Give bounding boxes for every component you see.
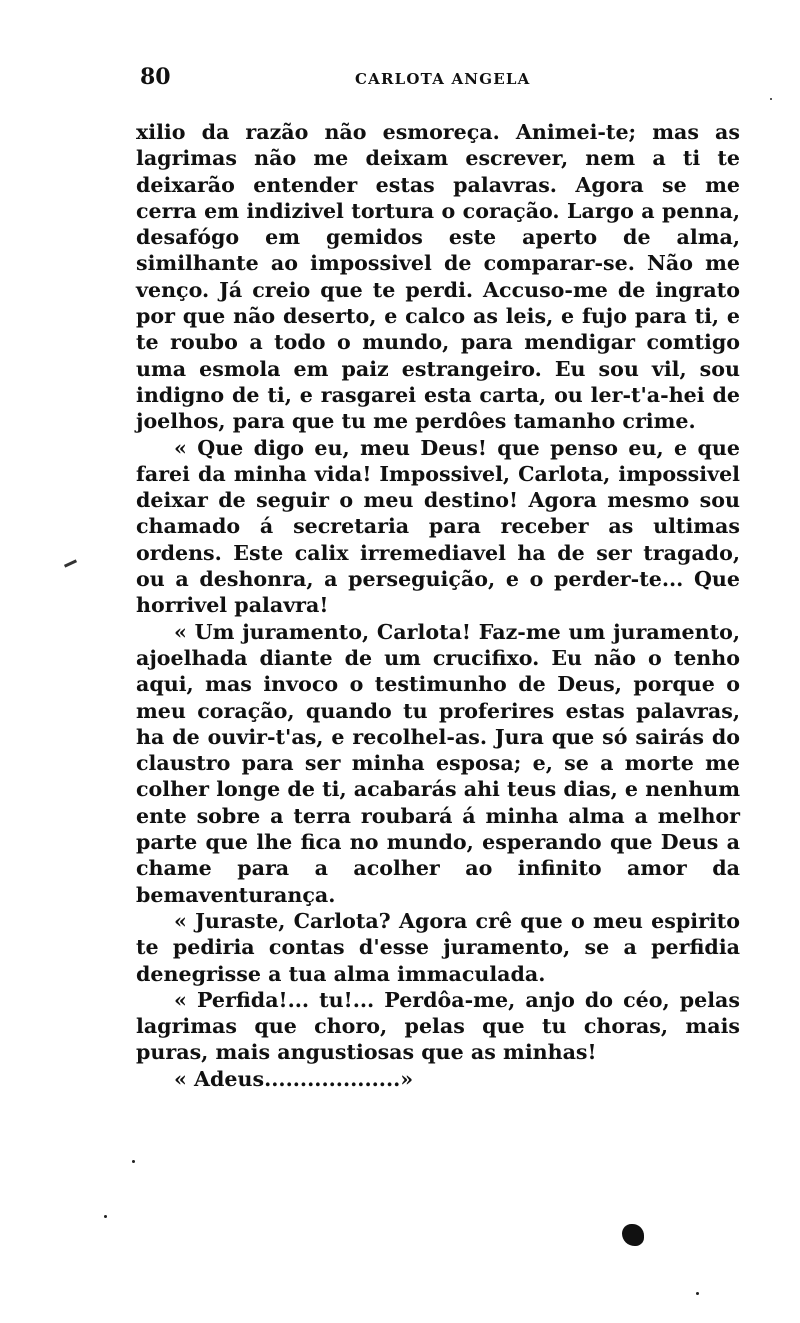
ink-speck	[104, 1215, 107, 1218]
ink-blot	[622, 1224, 644, 1246]
ink-speck	[132, 1160, 135, 1163]
ink-speck	[696, 1292, 699, 1295]
page-number: 80	[140, 64, 171, 90]
running-title: CARLOTA ANGELA	[355, 70, 531, 88]
paragraph: « Que digo eu, meu Deus! que penso eu, e que farei da minha vida! Impossivel, Carlota, impossivel deixar de seguir o meu destino! Agora mesmo sou chamado á secretaria para receber as ultimas ordens. Este calix irremediavel ha de ser tragado, ou a deshonra, a perseguição, e o perder-te... Que horrivel palavra!	[136, 435, 740, 618]
margin-mark	[64, 559, 77, 567]
paragraph-continuation: xilio da razão não esmoreça. Animei-te; mas as lagrimas não me deixam escrever, nem a ti te deixarão entender estas palavras. Agora se me cerra em indizivel tortura o coração. Largo a penna, desafógo em gemidos este aperto de alma, similhante ao impossivel de comparar-se. Não me venço. Já creio que te perdi. Accuso-me de ingrato por que não deserto, e calco as leis, e fujo para ti, e te roubo a todo o mundo, para mendigar comtigo uma esmola em paiz estrangeiro. Eu sou vil, sou indigno de ti, e rasgarei esta carta, ou ler-t'a-hei de joelhos, para que tu me perdôes tamanho crime.	[136, 120, 740, 434]
body-text	[136, 119, 740, 1092]
paragraph-closing: « Adeus...................»	[174, 1066, 414, 1091]
ink-speck	[770, 98, 772, 100]
paragraph: « Juraste, Carlota? Agora crê que o meu espirito te pediria contas d'esse juramento, se a perfidia denegrisse a tua alma immaculada.	[136, 908, 740, 986]
paragraph: « Um juramento, Carlota! Faz-me um juramento, ajoelhada diante de um crucifixo. Eu não o tenho aqui, mas invoco o testimunho de Deus, porque o meu coração, quando tu proferires estas palavras, ha de ouvir-t'as, e recolhel-as. Jura que só sairás do claustro para ser minha esposa; e, se a morte me colher longe de ti, acabarás ahi teus dias, e nenhum ente sobre a terra roubará á minha alma a melhor parte que lhe fica no mundo, esperando que Deus a chame para a acolher ao infinito amor da bemaventurança.	[136, 619, 740, 907]
running-head	[140, 64, 740, 94]
paragraph: « Perfida!... tu!... Perdôa-me, anjo do céo, pelas lagrimas que choro, pelas que tu choras, mais puras, mais angustiosas que as minhas!	[136, 987, 740, 1065]
